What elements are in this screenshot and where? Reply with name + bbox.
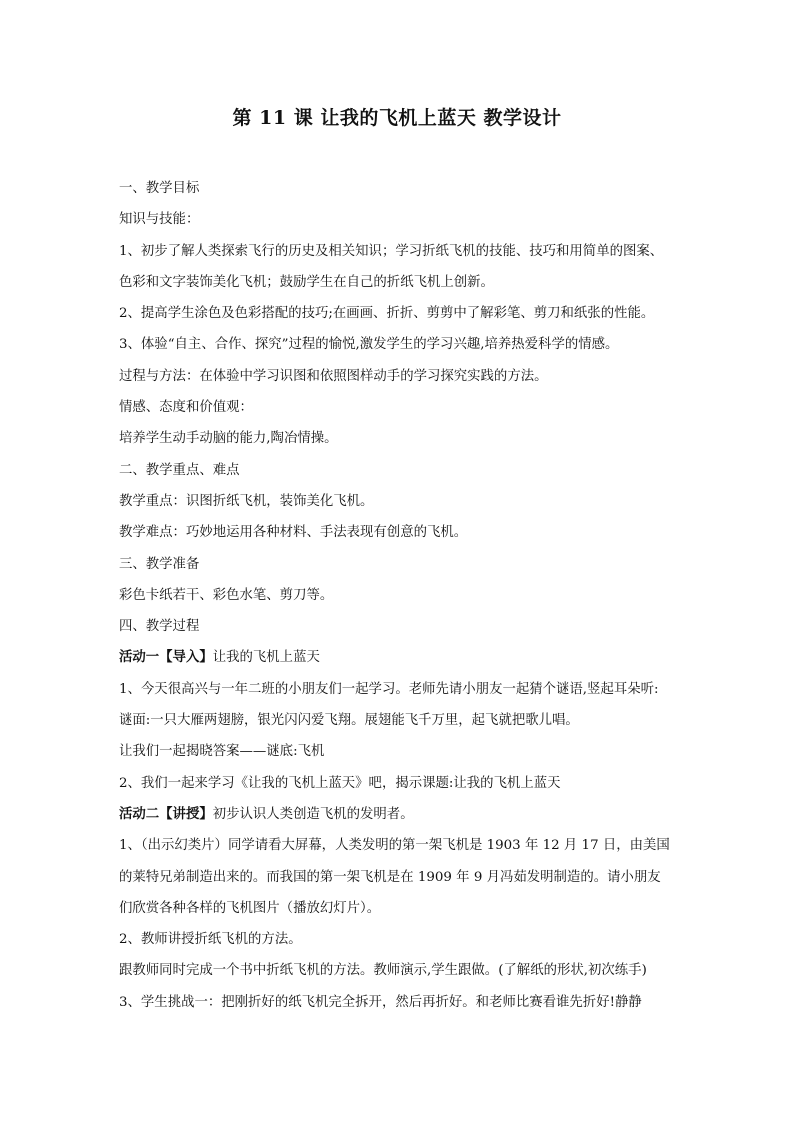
section-heading-key-points: 二、教学重点、难点 xyxy=(119,462,240,478)
section-heading-process: 四、教学过程 xyxy=(119,619,200,635)
paragraph-line: 3、学生挑战一：把刚折好的纸飞机完全拆开，然后再折好。和老师比赛看谁先折好!静静 xyxy=(119,994,642,1010)
subheading-attitude: 情感、态度和价值观： xyxy=(119,400,253,416)
paragraph-line: 色彩和文字装饰美化飞机；鼓励学生在自己的折纸飞机上创新。 xyxy=(119,274,494,290)
paragraph-line: 教学难点：巧妙地运用各种材料、手法表现有创意的飞机。 xyxy=(119,525,468,541)
activity-one-text: 让我的飞机上蓝天 xyxy=(212,650,320,666)
activity-two-line xyxy=(119,799,679,830)
subheading-knowledge-skills: 知识与技能： xyxy=(119,212,200,228)
paragraph-line: 1、初步了解人类探索飞行的历史及相关知识；学习折纸飞机的技能、技巧和用简单的图案、 xyxy=(119,243,664,259)
paragraph-line: 跟教师同时完成一个书中折纸飞机的方法。教师演示,学生跟做。(了解纸的形状,初次练手) xyxy=(119,963,647,979)
paragraph-line: 1、（出示幻类片）同学请看大屏幕，人类发明的第一架飞机是 1903 年 12 月 17 日，由美国 xyxy=(119,838,670,854)
paragraph-line: 培养学生动手动脑的能力,陶冶情操。 xyxy=(119,431,338,447)
paragraph-line: 2、提高学生涂色及色彩搭配的技巧;在画画、折折、剪剪中了解彩笔、剪刀和纸张的性能。 xyxy=(119,306,655,322)
paragraph-line: 2、教师讲授折纸飞机的方法。 xyxy=(119,932,302,948)
paragraph-line: 过程与方法：在体验中学习识图和依照图样动手的学习探究实践的方法。 xyxy=(119,368,548,384)
activity-two-label: 活动二【讲授】 xyxy=(119,805,213,822)
paragraph-line: 3、体验“自主、合作、探究”过程的愉悦,激发学生的学习兴趣,培养热爱科学的情感。 xyxy=(119,337,619,353)
section-heading-preparation: 三、教学准备 xyxy=(119,556,200,572)
activity-one-label: 活动一【导入】 xyxy=(119,649,213,666)
paragraph-line: 们欣赏各种各样的飞机图片（播放幻灯片）。 xyxy=(119,900,381,916)
document-title: 第 11 课 让我的飞机上蓝天 教学设计 xyxy=(232,107,562,129)
paragraph-line: 谜面:一只大雁两翅膀，银光闪闪爱飞翔。展翅能飞千万里，起飞就把歌儿唱。 xyxy=(119,713,579,729)
activity-one-line xyxy=(119,642,679,673)
document-body xyxy=(119,173,679,1018)
paragraph-line: 2、我们一起来学习《让我的飞机上蓝天》吧，揭示课题:让我的飞机上蓝天 xyxy=(119,775,561,791)
paragraph-line: 让我们一起揭晓答案——谜底:飞机 xyxy=(119,744,325,760)
activity-two-text: 初步认识人类创造飞机的发明者。 xyxy=(212,806,414,822)
paragraph-line: 彩色卡纸若干、彩色水笔、剪刀等。 xyxy=(119,587,334,603)
section-heading-objectives: 一、教学目标 xyxy=(119,181,200,196)
paragraph-line: 教学重点：识图折纸飞机，装饰美化飞机。 xyxy=(119,493,374,509)
paragraph-line: 1、今天很高兴与一年二班的小朋友们一起学习。老师先请小朋友一起猜个谜语,竖起耳朵听: xyxy=(119,681,659,697)
paragraph-line: 的莱特兄弟制造出来的。而我国的第一架飞机是在 1909 年 9 月冯茹发明制造的。请小朋友 xyxy=(119,869,661,885)
